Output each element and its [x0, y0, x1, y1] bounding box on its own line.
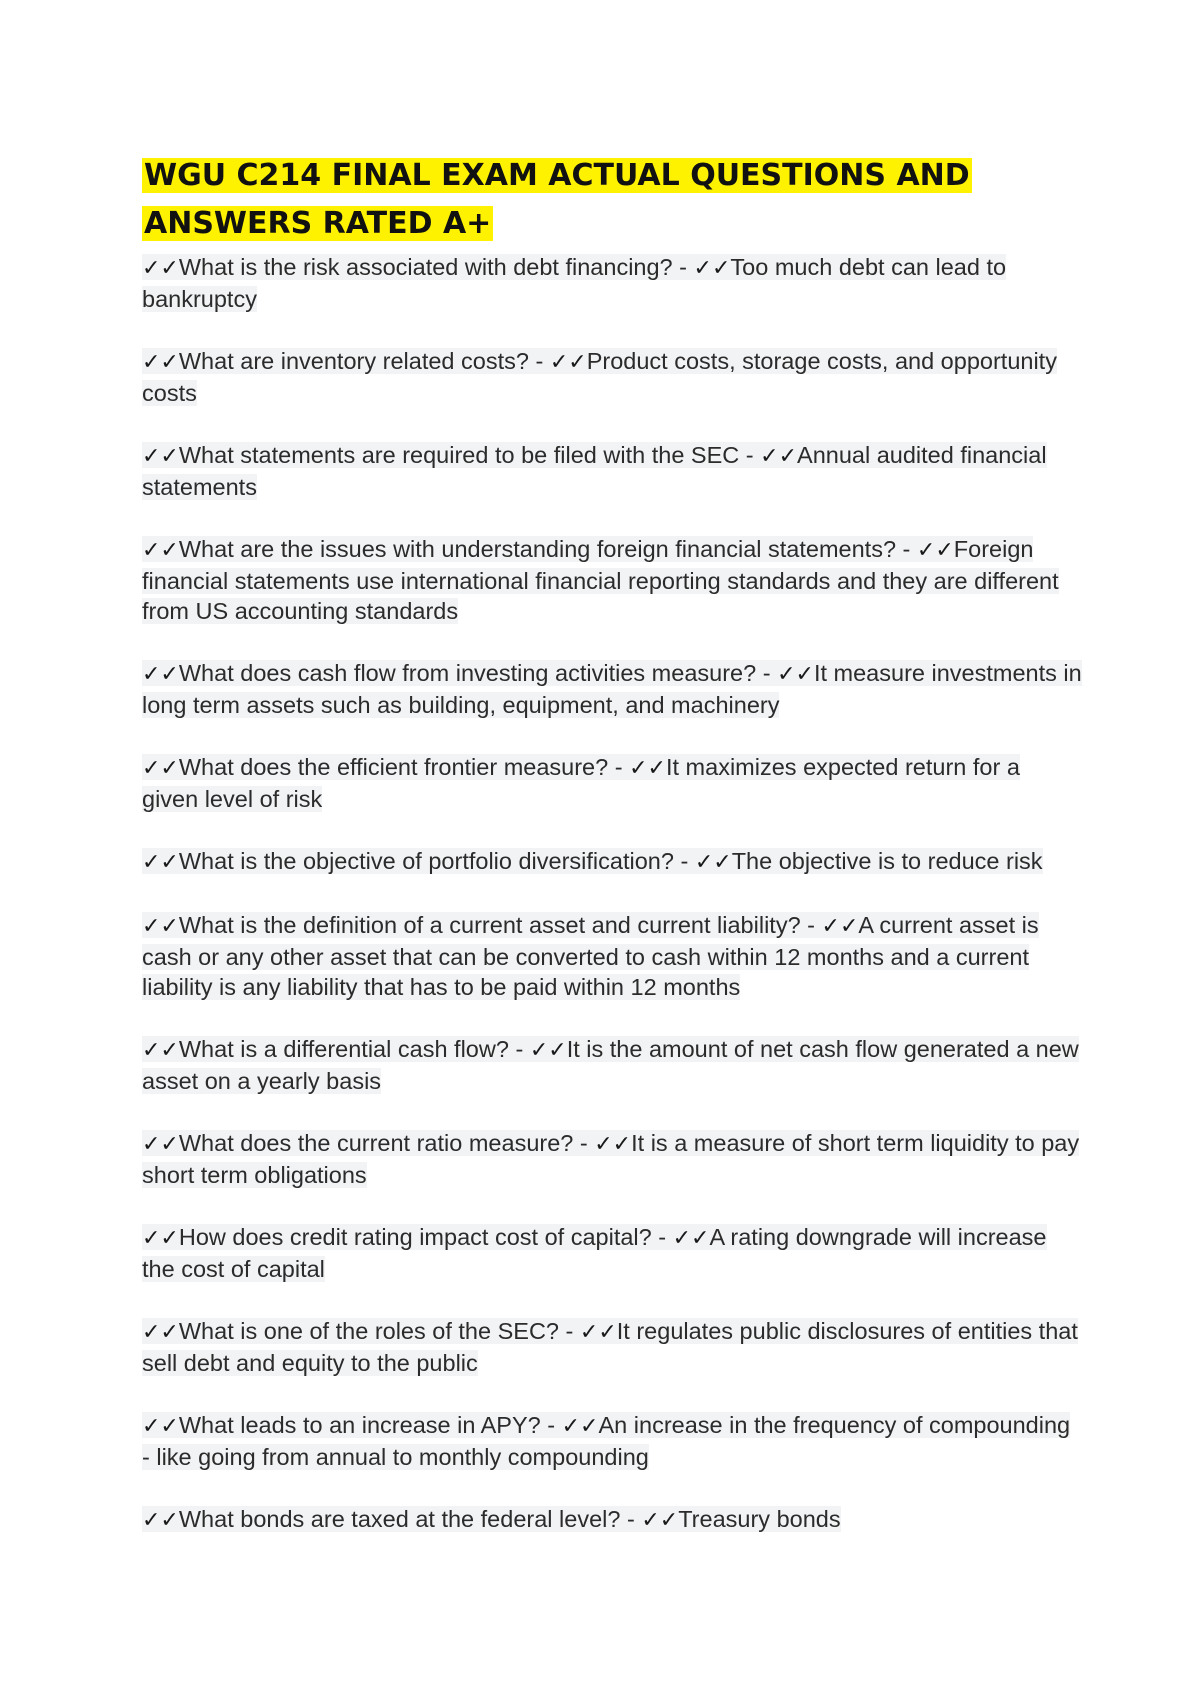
- document-title: [142, 152, 1082, 248]
- question-text: What is the definition of a current asset and current liability?: [178, 912, 801, 938]
- check-icon: ✓✓: [641, 1508, 679, 1533]
- check-icon: ✓✓: [142, 538, 179, 563]
- check-icon: ✓✓: [529, 1038, 567, 1063]
- qa-item: ✓✓What is one of the roles of the SEC? - ✓✓It regulates public disclosures of entities that sell debt and equity to the public: [142, 1318, 1078, 1376]
- answer-text: Product costs, storage costs, and opportunity costs: [142, 348, 1057, 406]
- question-text: What are the issues with understanding foreign financial statements?: [178, 536, 897, 562]
- check-icon: ✓✓: [629, 756, 666, 781]
- check-icon: ✓✓: [777, 662, 814, 687]
- question-text: What is the objective of portfolio diversification?: [178, 848, 674, 874]
- answer-text: Foreign financial statements use international financial reporting standards and they are different from US accounting standards: [142, 536, 1059, 624]
- check-icon: ✓✓: [142, 1132, 179, 1157]
- question-text: What statements are required to be filed with the SEC: [178, 442, 740, 468]
- check-icon: ✓✓: [142, 256, 179, 281]
- question-text: What is one of the roles of the SEC?: [178, 1318, 559, 1344]
- answer-text: The objective is to reduce risk: [731, 848, 1043, 874]
- check-icon: ✓✓: [821, 914, 859, 939]
- question-text: What leads to an increase in APY?: [178, 1412, 541, 1438]
- question-text: What does cash flow from investing activities measure?: [178, 660, 757, 686]
- check-icon: ✓✓: [549, 350, 587, 375]
- answer-text: It is a measure of short term liquidity to pay short term obligations: [142, 1130, 1080, 1188]
- answer-text: It is the amount of net cash flow generated a new asset on a yearly basis: [142, 1036, 1079, 1094]
- check-icon: ✓✓: [142, 914, 179, 939]
- qa-item: ✓✓What are the issues with understanding foreign financial statements? - ✓✓Foreign financial statements use international financial reporting standards and they are different from US accounting standards: [142, 536, 1059, 624]
- check-icon: ✓✓: [142, 444, 179, 469]
- check-icon: ✓✓: [579, 1320, 617, 1345]
- check-icon: ✓✓: [142, 850, 179, 875]
- question-text: What is a differential cash flow?: [178, 1036, 509, 1062]
- answer-text: A current asset is cash or any other asset that can be converted to cash within 12 months and a current liability is any liability that has to be paid within 12 months: [142, 912, 1039, 1000]
- check-icon: ✓✓: [594, 1132, 632, 1157]
- answer-text: An increase in the frequency of compounding - like going from annual to monthly compounding: [142, 1412, 1071, 1470]
- qa-item: ✓✓What does cash flow from investing activities measure? - ✓✓It measure investments in long term assets such as building, equipment, and machinery: [142, 660, 1082, 718]
- check-icon: ✓✓: [760, 444, 798, 469]
- question-text: How does credit rating impact cost of capital?: [178, 1224, 652, 1250]
- check-icon: ✓✓: [672, 1226, 710, 1251]
- answer-text: It maximizes expected return for a given level of risk: [142, 754, 1020, 812]
- check-icon: ✓✓: [142, 1038, 179, 1063]
- qa-item: ✓✓What leads to an increase in APY? - ✓✓An increase in the frequency of compounding - like going from annual to monthly compounding: [142, 1412, 1071, 1470]
- check-icon: ✓✓: [142, 756, 179, 781]
- check-icon: ✓✓: [142, 1226, 179, 1251]
- question-text: What does the efficient frontier measure?: [178, 754, 609, 780]
- qa-item: ✓✓What are inventory related costs? - ✓✓Product costs, storage costs, and opportunity costs: [142, 348, 1057, 406]
- qa-item: ✓✓What is the definition of a current asset and current liability? - ✓✓A current asset is cash or any other asset that can be converted to cash within 12 months and a current liability is any liability that has to be paid within 12 months: [142, 912, 1039, 1000]
- check-icon: ✓✓: [561, 1414, 599, 1439]
- answer-text: It measure investments in long term assets such as building, equipment, and machinery: [142, 660, 1082, 718]
- check-icon: ✓✓: [142, 1508, 179, 1533]
- qa-list: [142, 252, 1082, 1536]
- question-text: What does the current ratio measure?: [178, 1130, 574, 1156]
- qa-item: ✓✓How does credit rating impact cost of capital? - ✓✓A rating downgrade will increase the cost of capital: [142, 1224, 1047, 1282]
- check-icon: ✓✓: [142, 350, 179, 375]
- question-text: What are inventory related costs?: [178, 348, 529, 374]
- answer-text: It regulates public disclosures of entities that sell debt and equity to the public: [142, 1318, 1078, 1376]
- qa-item: ✓✓What is the risk associated with debt financing? - ✓✓Too much debt can lead to bankruptcy: [142, 254, 1007, 312]
- qa-item: ✓✓What statements are required to be filed with the SEC - ✓✓Annual audited financial statements: [142, 442, 1047, 500]
- question-text: What bonds are taxed at the federal level?: [178, 1506, 621, 1532]
- qa-item: ✓✓What does the efficient frontier measure? - ✓✓It maximizes expected return for a given level of risk: [142, 754, 1020, 812]
- check-icon: ✓✓: [142, 662, 179, 687]
- answer-text: Treasury bonds: [678, 1506, 841, 1532]
- document-page: [142, 152, 1082, 1568]
- qa-item: ✓✓What is the objective of portfolio diversification? - ✓✓The objective is to reduce risk: [142, 848, 1043, 875]
- check-icon: ✓✓: [693, 256, 731, 281]
- check-icon: ✓✓: [142, 1320, 179, 1345]
- check-icon: ✓✓: [142, 1414, 179, 1439]
- answer-text: Too much debt can lead to bankruptcy: [142, 254, 1007, 312]
- qa-item: ✓✓What is a differential cash flow? - ✓✓It is the amount of net cash flow generated a new asset on a yearly basis: [142, 1036, 1079, 1094]
- qa-item: ✓✓What bonds are taxed at the federal level? - ✓✓Treasury bonds: [142, 1506, 841, 1533]
- check-icon: ✓✓: [916, 538, 954, 563]
- answer-text: Annual audited financial statements: [142, 442, 1047, 500]
- title-highlight: WGU C214 FINAL EXAM ACTUAL QUESTIONS AND ANSWERS RATED A+: [144, 158, 970, 241]
- qa-item: ✓✓What does the current ratio measure? - ✓✓It is a measure of short term liquidity to pay short term obligations: [142, 1130, 1080, 1188]
- question-text: What is the risk associated with debt financing?: [178, 254, 673, 280]
- answer-text: A rating downgrade will increase the cost of capital: [142, 1224, 1047, 1282]
- check-icon: ✓✓: [694, 850, 732, 875]
